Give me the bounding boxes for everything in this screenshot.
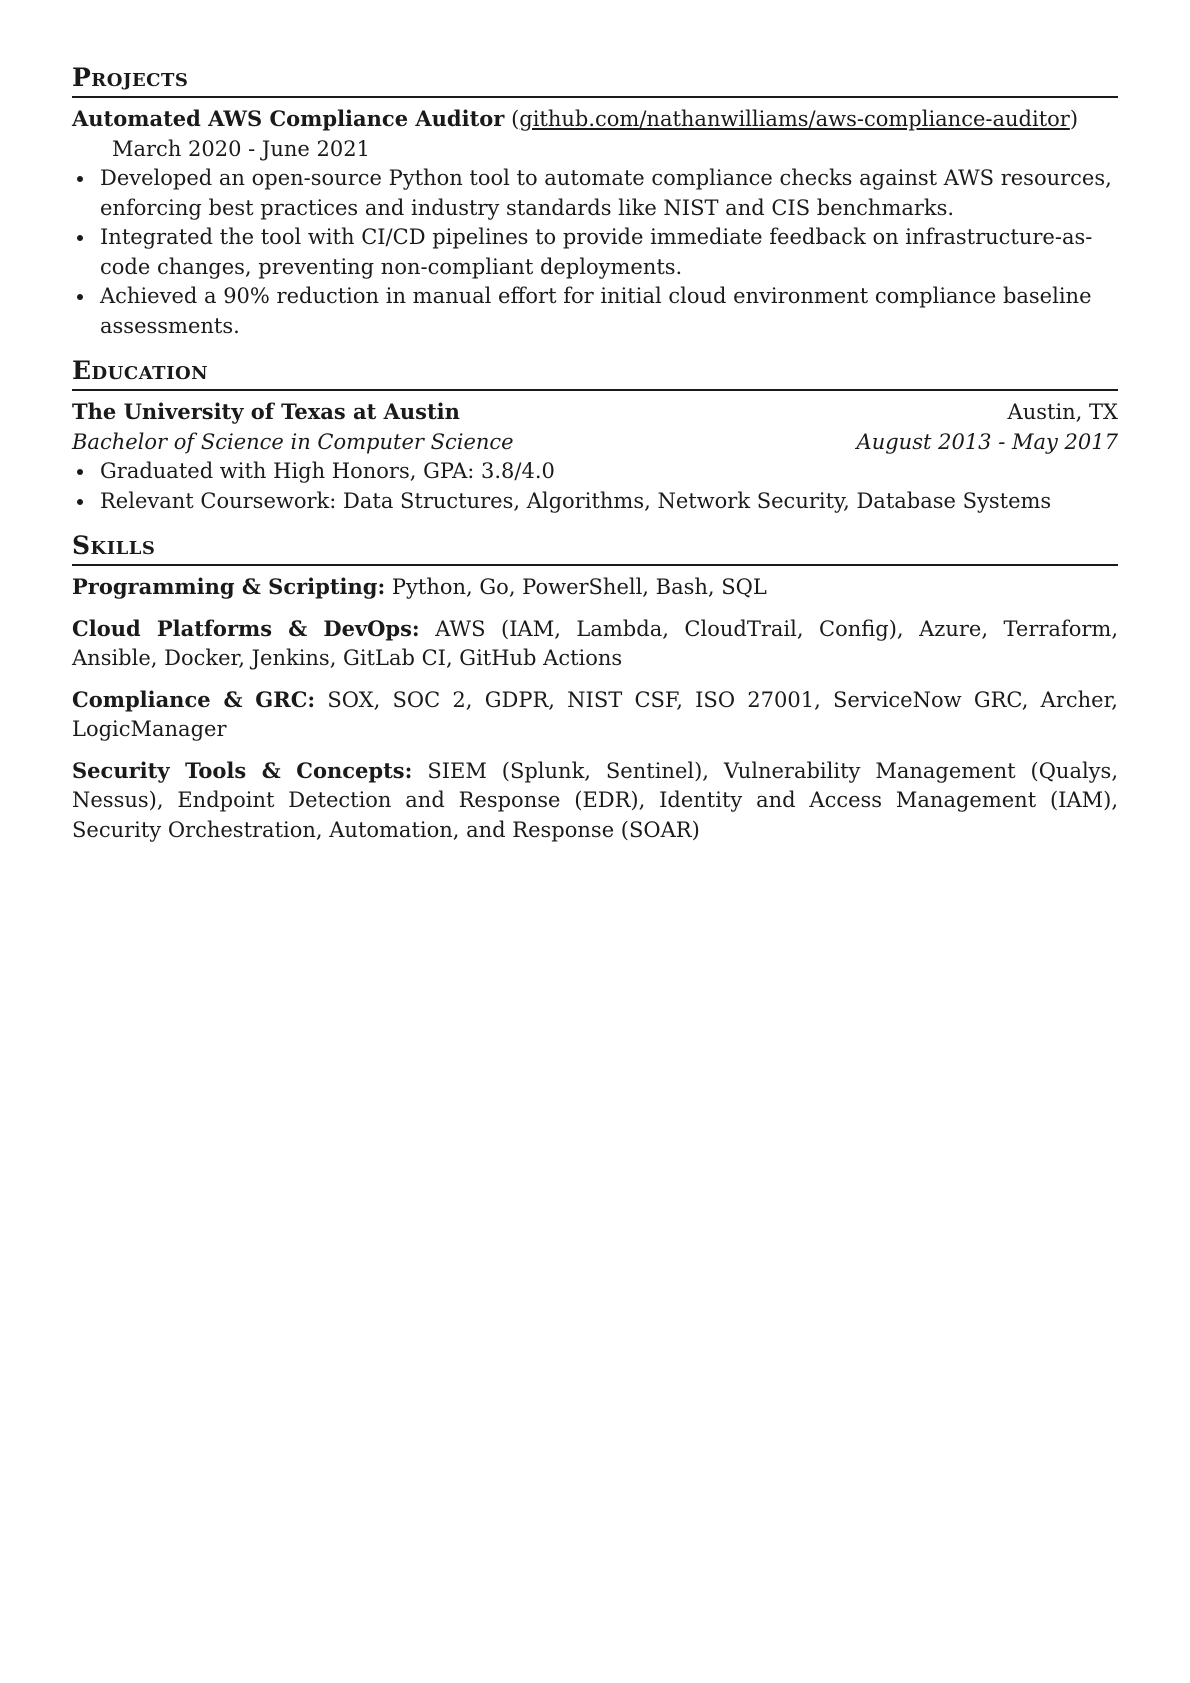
bullet-icon <box>77 499 83 505</box>
skill-label: Cloud Platforms & DevOps: <box>72 615 420 641</box>
education-dates: August 2013 - May 2017 <box>856 429 1118 454</box>
bullet-icon <box>77 176 83 182</box>
skill-row <box>72 685 1118 745</box>
resume-page <box>72 62 1118 859</box>
skill-value: Python, Go, PowerShell, Bash, SQL <box>391 575 767 599</box>
bullet-text: Achieved a 90% reduction in manual effort for initial cloud environment compliance baseline assessments. <box>100 284 1092 338</box>
project-link[interactable]: github.com/nathanwilliams/aws-compliance-auditor <box>519 107 1070 131</box>
list-item <box>100 487 1118 517</box>
skill-label: Compliance & GRC: <box>72 686 316 712</box>
project-header <box>72 104 1118 164</box>
section-title-skills: Skills <box>72 530 1118 566</box>
project-link-open: ( <box>511 107 520 131</box>
bullet-icon <box>77 294 83 300</box>
education-subheader <box>72 428 1118 458</box>
project-bullets <box>72 164 1118 341</box>
skills-section <box>72 530 1118 845</box>
skill-row <box>72 572 1118 603</box>
skill-row <box>72 614 1118 674</box>
projects-section <box>72 62 1118 341</box>
list-item <box>100 164 1118 223</box>
education-section <box>72 355 1118 516</box>
section-title-projects: Projects <box>72 62 1118 98</box>
bullet-text: Graduated with High Honors, GPA: 3.8/4.0 <box>100 459 555 483</box>
skill-label: Security Tools & Concepts: <box>72 757 413 783</box>
skill-value: SOX, SOC 2, GDPR, NIST CSF, ISO 27001, ServiceNow GRC, Archer, LogicManager <box>72 687 1118 741</box>
degree: Bachelor of Science in Computer Science <box>72 429 514 454</box>
bullet-icon <box>77 469 83 475</box>
skill-value: SIEM (Splunk, Sentinel), Vulnerability Management (Qualys, Nessus), Endpoint Detection and Response (EDR), Identity and Access Management (IAM), Security Orchestration, Automation, and Response (SOAR) <box>72 758 1118 842</box>
bullet-text: Developed an open-source Python tool to automate compliance checks against AWS resources, enforcing best practices and industry standards like NIST and CIS benchmarks. <box>100 166 1112 220</box>
list-item <box>100 223 1118 282</box>
skill-row <box>72 756 1118 846</box>
project-date: March 2020 - June 2021 <box>112 136 370 161</box>
project-link-close: ) <box>1069 107 1079 131</box>
school-location: Austin, TX <box>1007 400 1118 424</box>
bullet-icon <box>77 235 83 241</box>
education-header <box>72 397 1118 428</box>
skill-label: Programming & Scripting: <box>72 574 386 599</box>
list-item <box>100 282 1118 341</box>
school-name: The University of Texas at Austin <box>72 399 460 424</box>
skill-value: AWS (IAM, Lambda, CloudTrail, Config), Azure, Terraform, Ansible, Docker, Jenkins, GitLab CI, GitHub Actions <box>72 616 1118 670</box>
project-name: Automated AWS Compliance Auditor <box>72 106 505 131</box>
bullet-text: Integrated the tool with CI/CD pipelines to provide immediate feedback on infrastructure-as-code changes, preventing non-compliant deployments. <box>100 225 1093 279</box>
section-title-education: Education <box>72 355 1118 391</box>
bullet-text: Relevant Coursework: Data Structures, Algorithms, Network Security, Database Systems <box>100 488 1052 513</box>
list-item <box>100 457 1118 487</box>
education-bullets <box>72 457 1118 516</box>
